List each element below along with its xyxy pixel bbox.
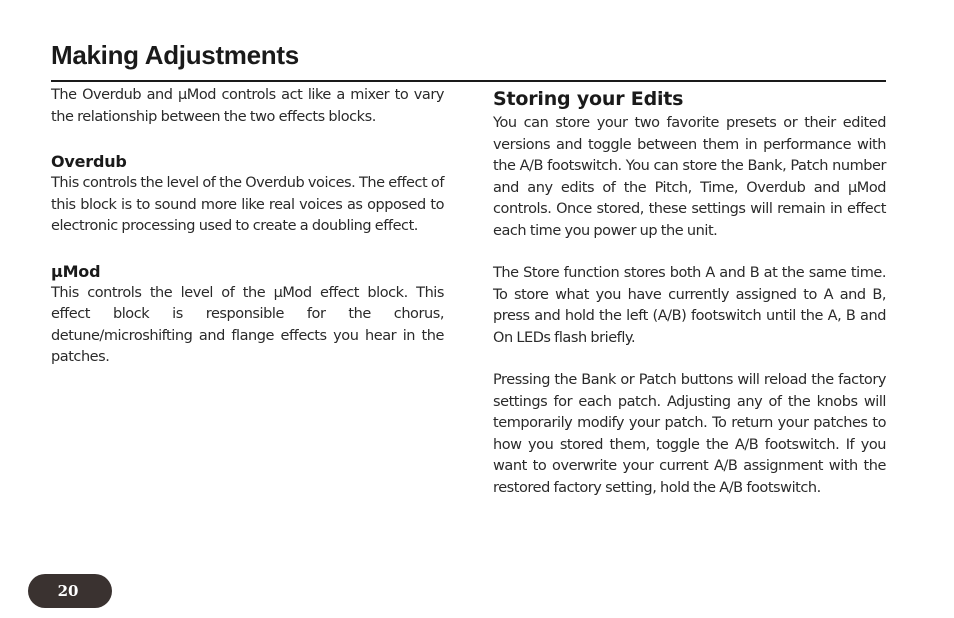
umod-paragraph: This controls the level of the µMod effect block. This effect block is responsible for the chorus, detune/microshifting and flange effects you hear in the patches.: [51, 284, 444, 365]
storing-paragraph-1: You can store your two favorite presets or their edited versions and toggle between them in performance with the A/B footswitch. You can store the Bank, Patch number and any edits of the Pitch, Time, Overdub and µMod controls. Once stored, these settings will remain in effect each time you power up the unit.: [493, 115, 886, 239]
storing-paragraph-2: The Store function stores both A and B at the same time. To store what you have currently assigned to A and B, press and hold the left (A/B) footswitch until the A, B and On LEDs flash briefly.: [493, 265, 886, 346]
left-column: [51, 85, 444, 369]
title-divider: [51, 80, 886, 82]
storing-edits-heading: Storing your Edits: [493, 88, 684, 110]
umod-heading: µMod: [51, 261, 101, 281]
page-title: Making Adjustments: [51, 40, 299, 70]
overdub-paragraph: This controls the level of the Overdub voices. The effect of this block is to sound more like real voices as opposed to electronic processing used to create a doubling effect.: [51, 175, 444, 234]
storing-paragraph-3: Pressing the Bank or Patch buttons will reload the factory settings for each patch. Adjusting any of the knobs will temporarily modify your patch. To return your patches to how you stored them, toggle the A/B footswitch. If you want to overwrite your current A/B assignment with the restored factory setting, hold the A/B footswitch.: [493, 372, 886, 496]
overdub-heading: Overdub: [51, 152, 127, 171]
right-column: [493, 85, 886, 499]
page-number-badge: 20: [28, 574, 112, 608]
intro-paragraph: The Overdub and µMod controls act like a mixer to vary the relationship between the two effects blocks.: [51, 87, 444, 125]
